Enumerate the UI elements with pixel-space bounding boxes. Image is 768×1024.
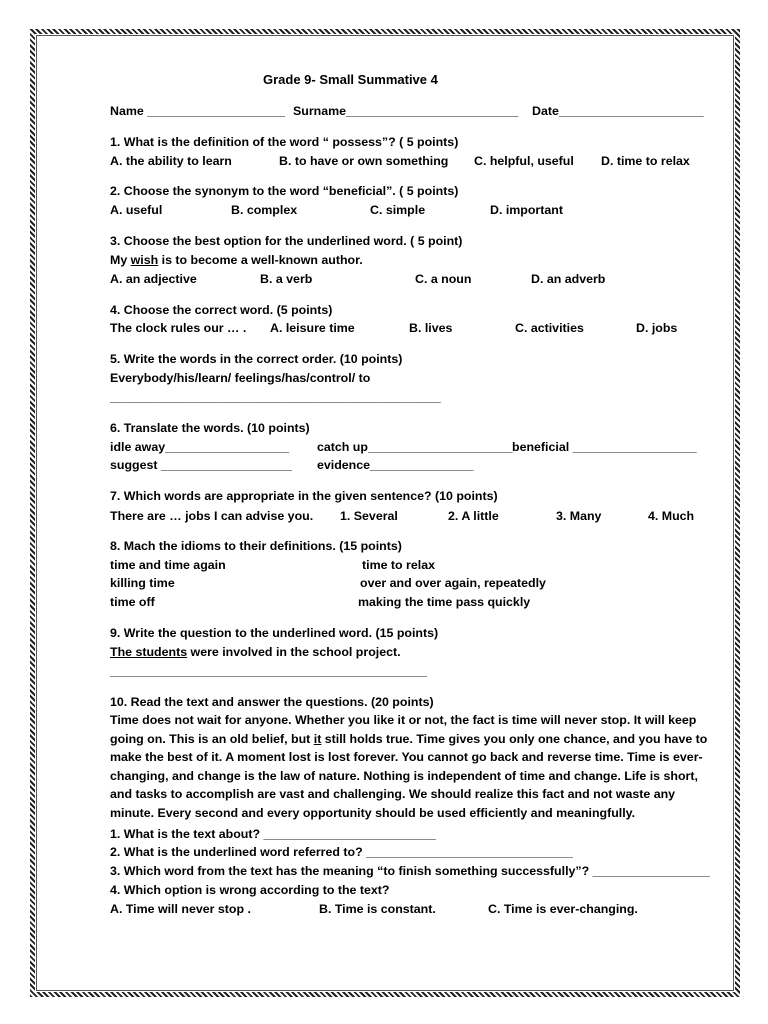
q7-option-3: 3. Many [556, 509, 602, 523]
q10-option-a: A. Time will never stop . [110, 902, 251, 916]
q3-option-b: B. a verb [260, 272, 313, 286]
q3-option-a: A. an adjective [110, 272, 197, 286]
surname-field: Surname_________________________ [293, 104, 519, 118]
q9-question: 9. Write the question to the underlined word. (15 points) [110, 626, 439, 640]
q8-idiom-2: killing time [110, 576, 175, 590]
q7-option-4: 4. Much [648, 509, 695, 523]
q6-word-evidence: evidence_______________ [317, 458, 474, 472]
q7-option-1: 1. Several [340, 509, 398, 523]
q10-option-c: C. Time is ever-changing. [488, 902, 638, 916]
q5-question: 5. Write the words in the correct order. (10 points) [110, 352, 403, 366]
q2-option-c: C. simple [370, 203, 426, 217]
q1-option-a: A. the ability to learn [110, 154, 232, 168]
q8-idiom-3: time off [110, 595, 155, 609]
q4-option-c: C. activities [515, 321, 584, 335]
q10-reading-text: Time does not wait for anyone. Whether you like it or not, the fact is time will never stop. It will keep going on. This is an old belief, but it still holds true. Time gives you only one chance, and you have to make the best of it. A moment lost is lost forever. You cannot go back and reverse time. Time is ever-changing, and change is the law of nature. Nothing is independent of time and change. Life is short, and tasks to accomplish are vast and challenging. We should realize this fact and not waste any minute. Every second and every opportunity should be used efficiently and meaningfully. [110, 713, 708, 820]
q10-subquestion-1: 1. What is the text about? _________________________ [110, 827, 436, 841]
q1-option-b: B. to have or own something [279, 154, 449, 168]
q4-option-b: B. lives [409, 321, 453, 335]
q5-answer-line: ________________________________________________ [110, 390, 441, 404]
q4-question: 4. Choose the correct word. (5 points) [110, 303, 333, 317]
name-field: Name ____________________ [110, 104, 286, 118]
q6-word-catch-up: catch up_____________________ [317, 440, 513, 454]
q4-stem: The clock rules our … . [110, 321, 247, 335]
q3-option-d: D. an adverb [531, 272, 606, 286]
q2-option-a: A. useful [110, 203, 163, 217]
q2-question: 2. Choose the synonym to the word “beneficial”. ( 5 points) [110, 184, 459, 198]
q6-word-suggest: suggest ___________________ [110, 458, 292, 472]
q7-stem: There are … jobs I can advise you. [110, 509, 314, 523]
q9-sentence: The students were involved in the school project. [110, 645, 401, 659]
q10-subquestion-2: 2. What is the underlined word referred to? ______________________________ [110, 845, 573, 859]
q6-question: 6. Translate the words. (10 points) [110, 421, 310, 435]
q4-option-a: A. leisure time [270, 321, 355, 335]
q1-option-c: C. helpful, useful [474, 154, 574, 168]
page-title: Grade 9- Small Summative 4 [263, 72, 438, 87]
q8-idiom-1: time and time again [110, 558, 226, 572]
q7-option-2: 2. A little [448, 509, 499, 523]
q6-word-idle-away: idle away__________________ [110, 440, 290, 454]
q10-option-b: B. Time is constant. [319, 902, 436, 916]
q1-question: 1. What is the definition of the word “ possess”? ( 5 points) [110, 135, 459, 149]
q1-option-d: D. time to relax [601, 154, 690, 168]
q6-word-beneficial: beneficial __________________ [512, 440, 697, 454]
q5-words: Everybody/his/learn/ feelings/has/control/ to [110, 371, 371, 385]
date-field: Date_____________________ [532, 104, 704, 118]
q8-definition-1: time to relax [362, 558, 435, 572]
q3-option-c: C. a noun [415, 272, 472, 286]
q10-question: 10. Read the text and answer the questions. (20 points) [110, 695, 434, 709]
q8-question: 8. Mach the idioms to their definitions. (15 points) [110, 539, 402, 553]
q3-sentence: My wish is to become a well-known author. [110, 253, 363, 267]
q4-option-d: D. jobs [636, 321, 678, 335]
q2-option-b: B. complex [231, 203, 298, 217]
q7-question: 7. Which words are appropriate in the given sentence? (10 points) [110, 489, 498, 503]
q8-definition-2: over and over again, repeatedly [360, 576, 546, 590]
q3-question: 3. Choose the best option for the underlined word. ( 5 point) [110, 234, 463, 248]
q2-option-d: D. important [490, 203, 563, 217]
q8-definition-3: making the time pass quickly [358, 595, 531, 609]
q9-answer-line: ______________________________________________ [110, 664, 427, 678]
q10-subquestion-3: 3. Which word from the text has the meaning “to finish something successfully”? _________________ [110, 864, 710, 878]
q10-subquestion-4: 4. Which option is wrong according to the text? [110, 883, 390, 897]
